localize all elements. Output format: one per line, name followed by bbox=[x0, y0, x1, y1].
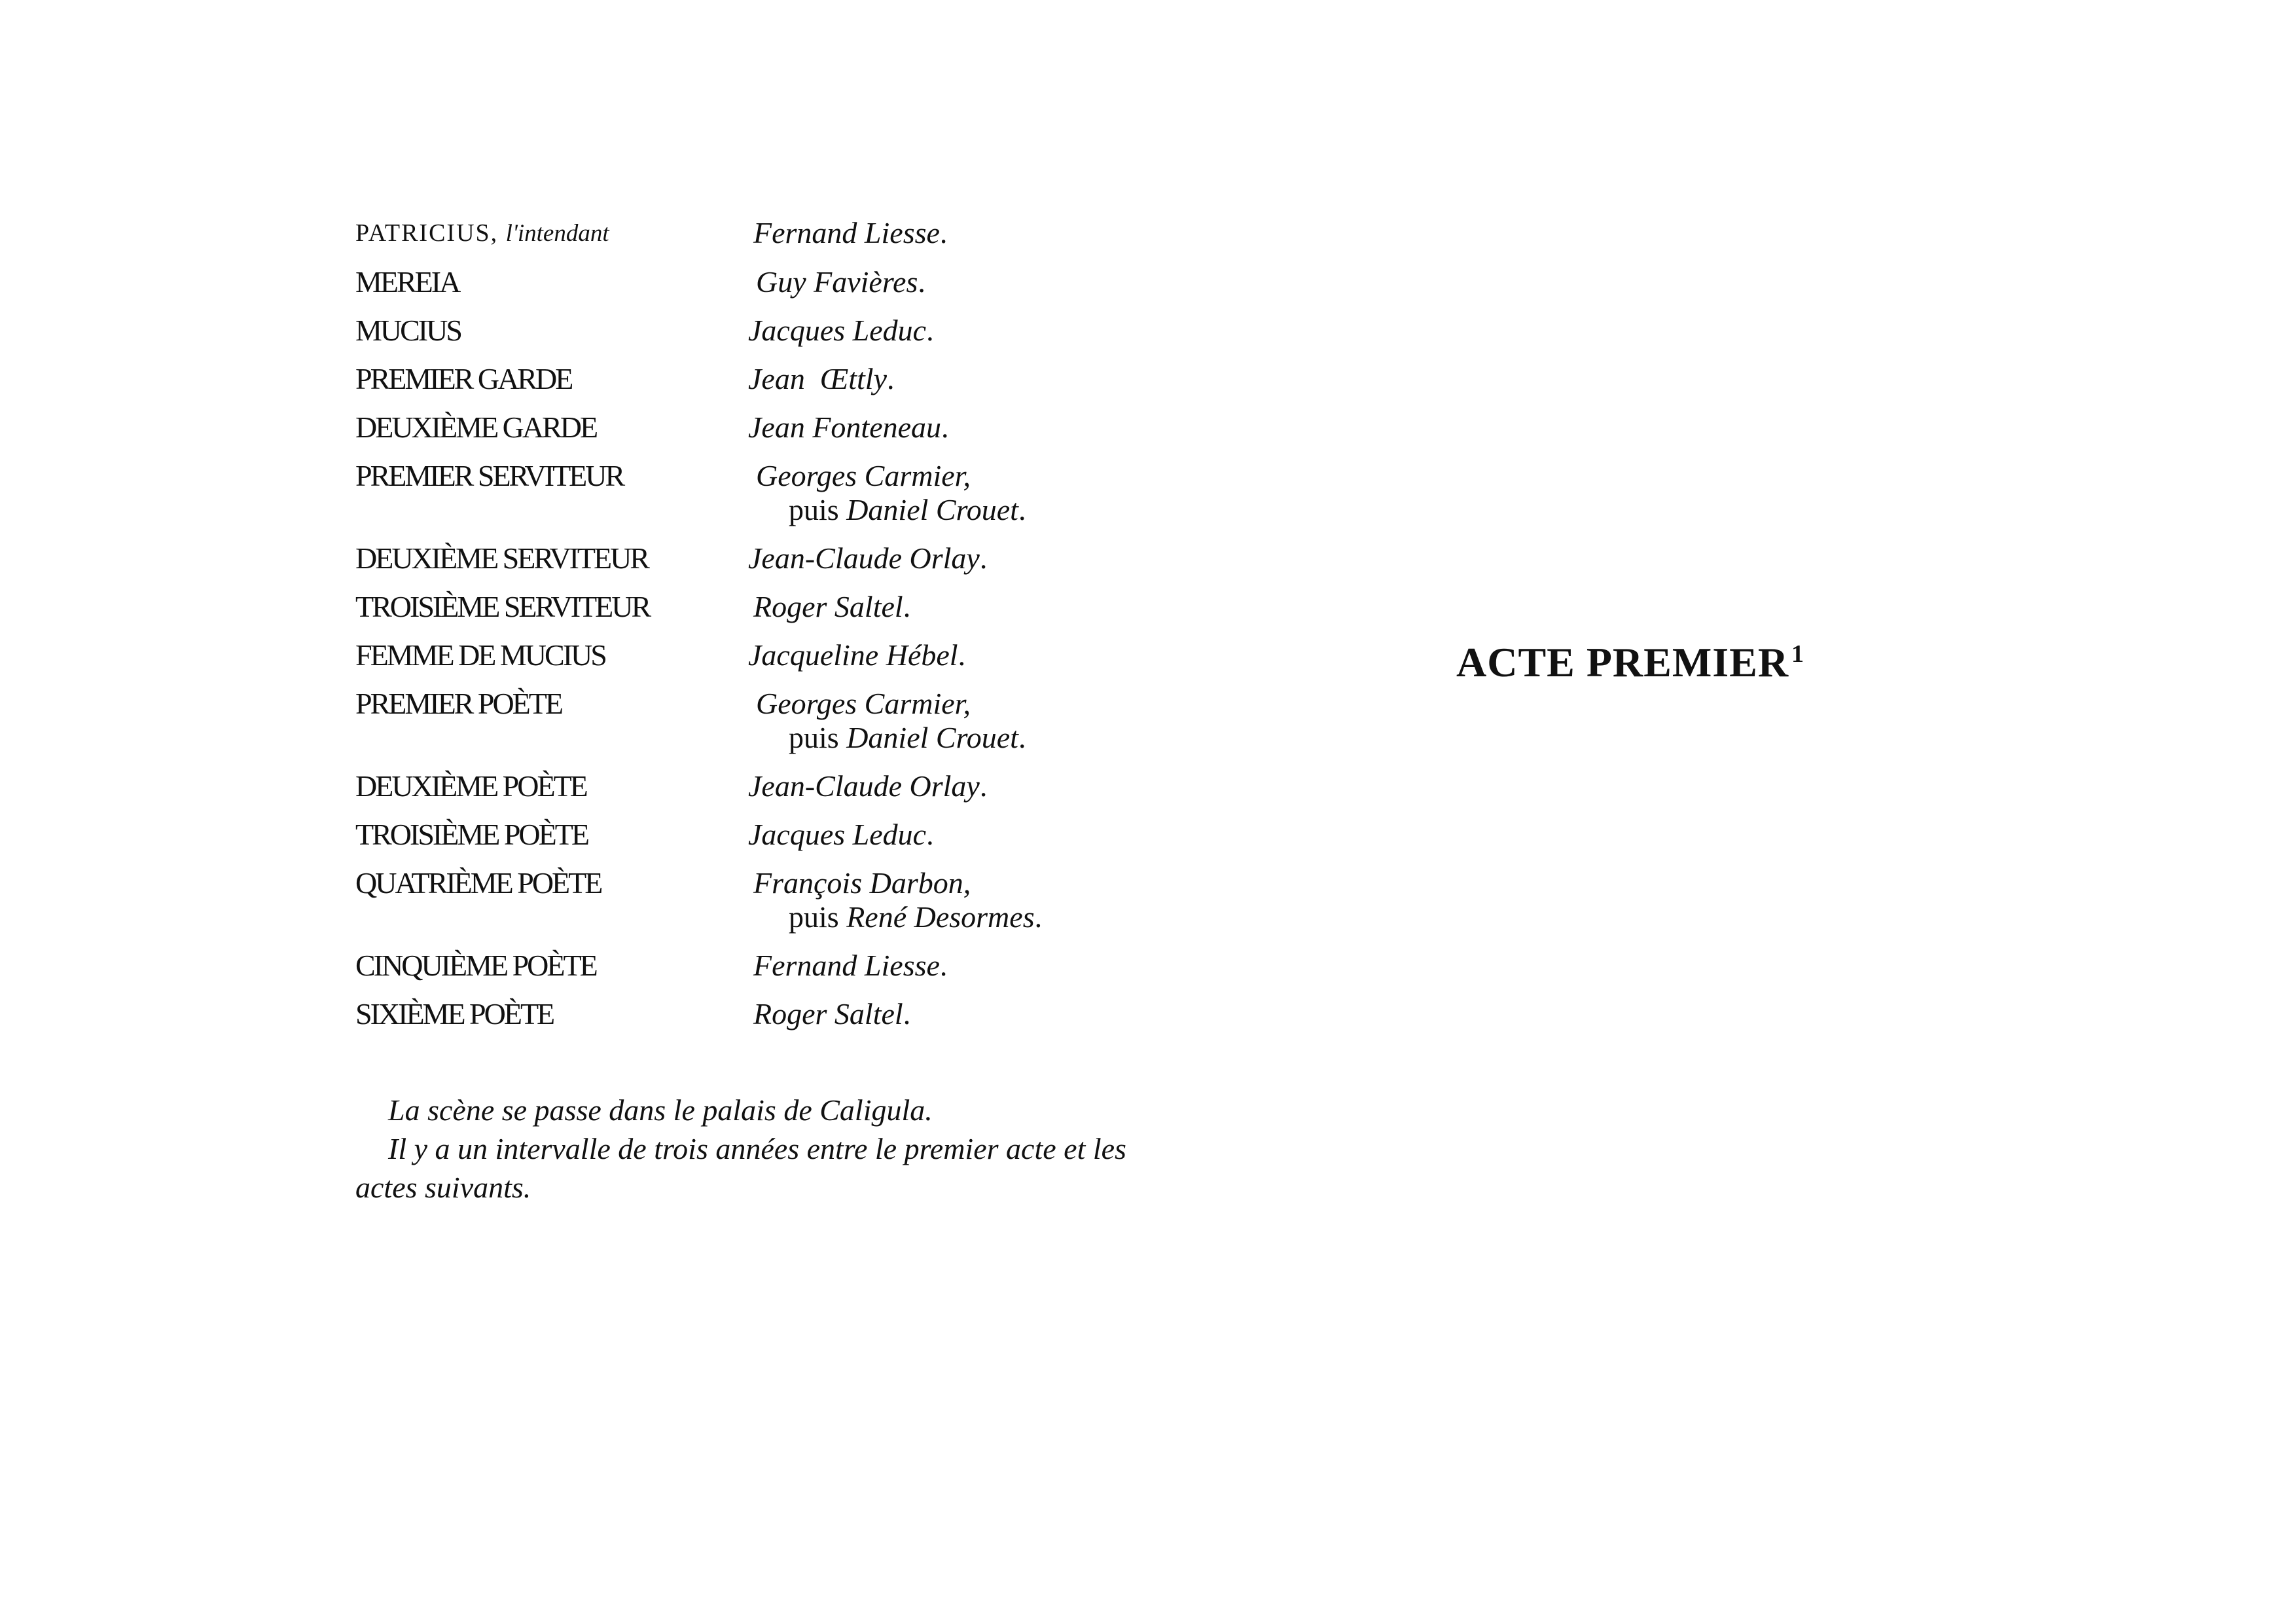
actor-end: . bbox=[887, 362, 895, 395]
actor-name bbox=[748, 866, 1042, 934]
role-name: FEMME DE MUCIUS bbox=[355, 638, 605, 672]
act-title-text: ACTE PREMIER bbox=[1456, 639, 1789, 685]
cast-row bbox=[355, 410, 1206, 445]
actor-label: Jacques Leduc bbox=[748, 818, 927, 851]
actor-name bbox=[748, 314, 934, 348]
actor-name bbox=[748, 459, 1026, 527]
actor-name bbox=[748, 362, 895, 396]
actor-end: . bbox=[903, 590, 911, 623]
stage-note-setting: La scène se passe dans le palais de Caligula. bbox=[388, 1093, 933, 1127]
cast-list bbox=[355, 216, 1206, 1046]
actor-label: Jean-Claude Orlay bbox=[748, 769, 980, 803]
actor-end: . bbox=[958, 638, 966, 672]
cast-row bbox=[355, 638, 1206, 672]
actor-end: . bbox=[979, 769, 988, 803]
cast-row bbox=[355, 769, 1206, 803]
actor-end: . bbox=[926, 818, 934, 851]
actor-label: Georges Carmier, bbox=[756, 459, 971, 492]
actor-end: . bbox=[979, 541, 988, 575]
cast-row bbox=[355, 687, 1206, 755]
footnote-mark[interactable]: 1 bbox=[1791, 640, 1805, 668]
actor-end: . bbox=[939, 216, 948, 249]
actor-name bbox=[748, 410, 949, 445]
role-name: PREMIER POÈTE bbox=[355, 687, 562, 720]
role-name: SIXIÈME POÈTE bbox=[355, 997, 554, 1030]
role-name: TROISIÈME SERVITEUR bbox=[355, 590, 650, 623]
actor-name bbox=[748, 818, 934, 852]
actor-label: Fernand Liesse bbox=[753, 216, 940, 249]
cast-row bbox=[355, 541, 1206, 575]
actor-end: . bbox=[926, 314, 934, 347]
role-name: CINQUIÈME POÈTE bbox=[355, 949, 596, 982]
replacement-end: . bbox=[1018, 493, 1026, 526]
stage-note-interval: Il y a un intervalle de trois années entre le premier acte et les actes suivants. bbox=[355, 1132, 1126, 1204]
actor-end: . bbox=[939, 949, 948, 982]
actor-end: . bbox=[918, 265, 925, 299]
actor-label: Fernand Liesse bbox=[753, 949, 940, 982]
actor-label: Guy Favières bbox=[756, 265, 918, 299]
replacement-actor bbox=[756, 721, 1026, 755]
cast-row bbox=[355, 314, 1206, 348]
actor-name bbox=[748, 590, 910, 624]
role-name: MUCIUS bbox=[355, 314, 461, 347]
actor-label: Jean Œttly bbox=[748, 362, 888, 395]
actor-label: Jacqueline Hébel bbox=[748, 638, 958, 672]
replacement-prefix: puis bbox=[789, 900, 839, 934]
role-name: DEUXIÈME GARDE bbox=[355, 410, 597, 444]
actor-label: Roger Saltel bbox=[753, 590, 903, 623]
role-name: QUATRIÈME POÈTE bbox=[355, 866, 601, 900]
cast-row bbox=[355, 866, 1206, 934]
actor-label: Jean Fonteneau bbox=[748, 410, 942, 444]
role-name: TROISIÈME POÈTE bbox=[355, 818, 588, 851]
actor-name bbox=[748, 638, 965, 672]
cast-row bbox=[355, 949, 1206, 983]
actor-end: . bbox=[941, 410, 949, 444]
actor-label: Jacques Leduc bbox=[748, 314, 927, 347]
actor-name bbox=[748, 216, 947, 250]
actor-label: François Darbon, bbox=[753, 866, 971, 900]
replacement-actor bbox=[756, 493, 1026, 527]
actor-name bbox=[748, 769, 987, 803]
act-title bbox=[1456, 638, 1804, 687]
replacement-end: . bbox=[1034, 900, 1043, 934]
actor-name bbox=[748, 997, 910, 1031]
replacement-name: Daniel Crouet bbox=[846, 721, 1018, 754]
actor-end: . bbox=[903, 997, 911, 1030]
role-name: PATRICIUS, l'intendant bbox=[355, 219, 609, 247]
replacement-name: René Desormes bbox=[846, 900, 1035, 934]
cast-row bbox=[355, 459, 1206, 527]
actor-label: Georges Carmier, bbox=[756, 687, 971, 720]
cast-row bbox=[355, 216, 1206, 251]
replacement-end: . bbox=[1018, 721, 1026, 754]
replacement-prefix: puis bbox=[789, 493, 839, 526]
role-label: PATRICIUS bbox=[355, 219, 491, 247]
role-note: l'intendant bbox=[505, 220, 609, 247]
cast-row bbox=[355, 362, 1206, 396]
role-name: DEUXIÈME SERVITEUR bbox=[355, 541, 648, 575]
actor-name bbox=[748, 949, 947, 983]
cast-row bbox=[355, 818, 1206, 852]
stage-note bbox=[355, 1091, 1193, 1207]
replacement-prefix: puis bbox=[789, 721, 839, 754]
replacement-name: Daniel Crouet bbox=[846, 493, 1018, 526]
role-name: PREMIER GARDE bbox=[355, 362, 572, 395]
cast-row bbox=[355, 590, 1206, 624]
actor-label: Jean-Claude Orlay bbox=[748, 541, 980, 575]
actor-name bbox=[748, 265, 925, 299]
role-name: MEREIA bbox=[355, 265, 459, 299]
actor-name bbox=[748, 541, 987, 575]
actor-label: Roger Saltel bbox=[753, 997, 903, 1030]
cast-row bbox=[355, 997, 1206, 1031]
role-name: DEUXIÈME POÈTE bbox=[355, 769, 586, 803]
actor-name bbox=[748, 687, 1026, 755]
cast-row bbox=[355, 265, 1206, 299]
role-name: PREMIER SERVITEUR bbox=[355, 459, 624, 492]
replacement-actor bbox=[753, 900, 1042, 934]
